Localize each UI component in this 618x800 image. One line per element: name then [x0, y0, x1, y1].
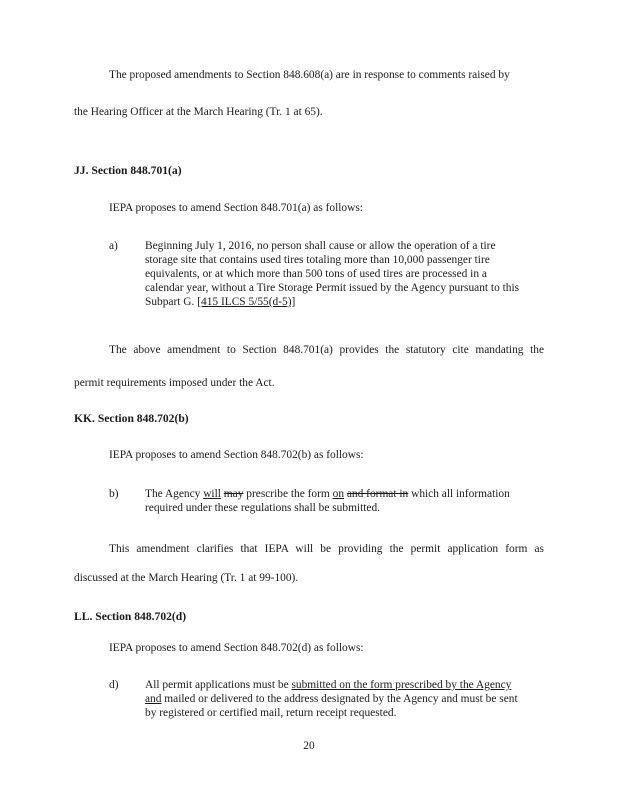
section-heading-ll: LL. Section 848.702(d)	[74, 610, 187, 623]
inserted-text: will	[203, 488, 221, 500]
section-intro: IEPA proposes to amend Section 848.701(a) as follows:	[109, 202, 363, 214]
item-text-line: Beginning July 1, 2016, no person shall cause or allow the operation of a tire	[145, 240, 496, 252]
item-text-line: required under these regulations shall be submitted.	[145, 502, 381, 514]
section-intro: IEPA proposes to amend Section 848.702(d) as follows:	[109, 642, 364, 654]
item-text-line	[145, 296, 295, 308]
item-text: The Agency	[145, 488, 204, 500]
inserted-text: submitted on the form prescribed by the Agency	[291, 679, 512, 691]
item-text-line: calendar year, without a Tire Storage Permit issued by the Agency pursuant to this	[145, 282, 520, 294]
section-heading-kk: KK. Section 848.702(b)	[74, 412, 189, 425]
deleted-text: and format in	[346, 488, 409, 500]
paragraph-line: The above amendment to Section 848.701(a) provides the statutory cite mandating the	[109, 344, 544, 356]
item-label: a)	[109, 240, 118, 252]
item-text-line: storage site that contains used tires totaling more than 10,000 passenger tire	[145, 254, 490, 266]
item-text-line: equivalents, or at which more than 500 tons of used tires are processed in a	[145, 268, 487, 280]
paragraph-line: This amendment clarifies that IEPA will be providing the permit application form as	[109, 543, 544, 555]
deleted-text: may	[223, 488, 244, 500]
item-text: Subpart G.	[145, 296, 198, 308]
page-number: 20	[303, 740, 315, 752]
item-text: which all information	[408, 488, 510, 500]
inserted-text: and	[145, 693, 162, 705]
paragraph-line: The proposed amendments to Section 848.608(a) are in response to comments raised by	[109, 69, 510, 81]
item-label: d)	[109, 679, 119, 691]
section-heading-jj: JJ. Section 848.701(a)	[74, 164, 182, 177]
item-text-line	[145, 693, 518, 705]
item-text: mailed or delivered to the address designated by the Agency and must be sent	[161, 693, 518, 705]
item-text-line: by registered or certified mail, return receipt requested.	[145, 707, 397, 719]
item-text: All permit applications must be	[145, 679, 292, 691]
paragraph-line: permit requirements imposed under the Act.	[74, 377, 275, 389]
inserted-text: on	[332, 488, 345, 500]
statutory-citation: [415 ILCS 5/55(d-5)]	[197, 296, 296, 308]
item-label: b)	[109, 488, 119, 500]
paragraph-line: the Hearing Officer at the March Hearing (Tr. 1 at 65).	[74, 106, 323, 118]
item-text-line	[145, 488, 510, 500]
paragraph-line: discussed at the March Hearing (Tr. 1 at 99-100).	[74, 572, 299, 584]
item-text: prescribe the form	[243, 488, 333, 500]
section-intro: IEPA proposes to amend Section 848.702(b) as follows:	[109, 449, 364, 461]
item-text-line	[145, 679, 511, 691]
